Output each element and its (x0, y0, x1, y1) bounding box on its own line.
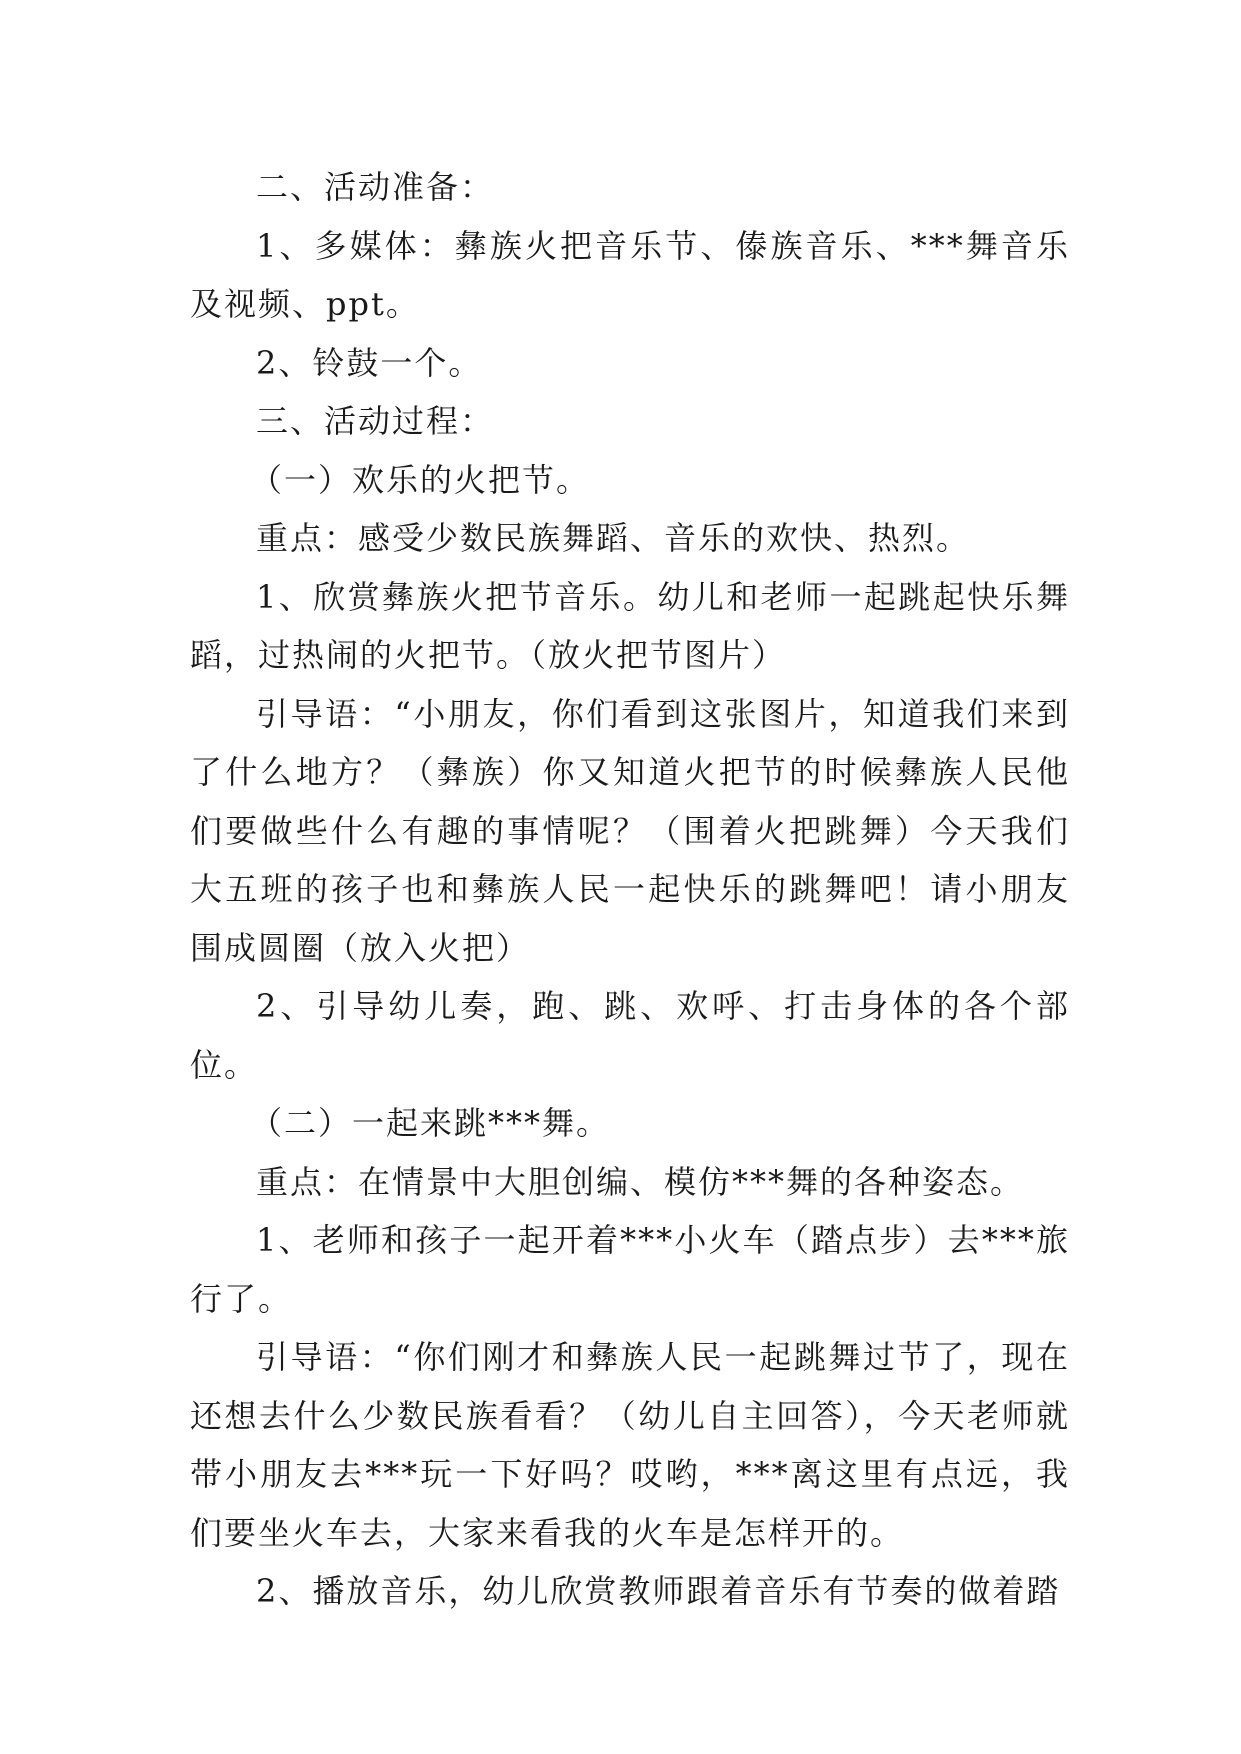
paragraph: 引导语：“你们刚才和彝族人民一起跳舞过节了，现在还想去什么少数民族看看？（幼儿自主回答），今天老师就带小朋友去***玩一下好吗？哎哟，***离这里有点远，我们要坐火车去，大家来看我的火车是怎样开的。 (190, 1338, 1070, 1552)
subsection-heading: （二）一起来跳***舞。 (250, 1104, 611, 1142)
body-text (190, 158, 1070, 1621)
paragraph: 1、欣赏彝族火把节音乐。幼儿和老师一起跳起快乐舞蹈，过热闹的火把节。（放火把节图片） (190, 577, 1070, 674)
paragraph: 引导语：“小朋友，你们看到这张图片，知道我们来到了什么地方？（彝族）你又知道火把节的时候彝族人民他们要做些什么有趣的事情呢？（围着火把跳舞）今天我们大五班的孩子也和彝族人民一起快乐的跳舞吧！请小朋友围成圆圈（放入火把） (190, 694, 1070, 967)
section-heading-preparation: 二、活动准备： (256, 168, 495, 206)
paragraph: 1、老师和孩子一起开着***小火车（踏点步）去***旅行了。 (190, 1221, 1070, 1318)
paragraph: 2、引导幼儿奏，跑、跳、欢呼、打击身体的各个部位。 (190, 987, 1070, 1084)
paragraph: 1、多媒体：彝族火把音乐节、傣族音乐、***舞音乐及视频、ppt。 (190, 226, 1070, 323)
paragraph: 重点：感受少数民族舞蹈、音乐的欢快、热烈。 (256, 519, 971, 557)
paragraph: 重点：在情景中大胆创编、模仿***舞的各种姿态。 (256, 1162, 1025, 1201)
paragraph: 2、铃鼓一个。 (256, 343, 483, 382)
section-heading-process: 三、活动过程： (256, 402, 495, 440)
subsection-heading: （一）欢乐的火把节。 (250, 460, 591, 499)
paragraph: 2、播放音乐，幼儿欣赏教师跟着音乐有节奏的做着踏 (256, 1572, 1061, 1610)
